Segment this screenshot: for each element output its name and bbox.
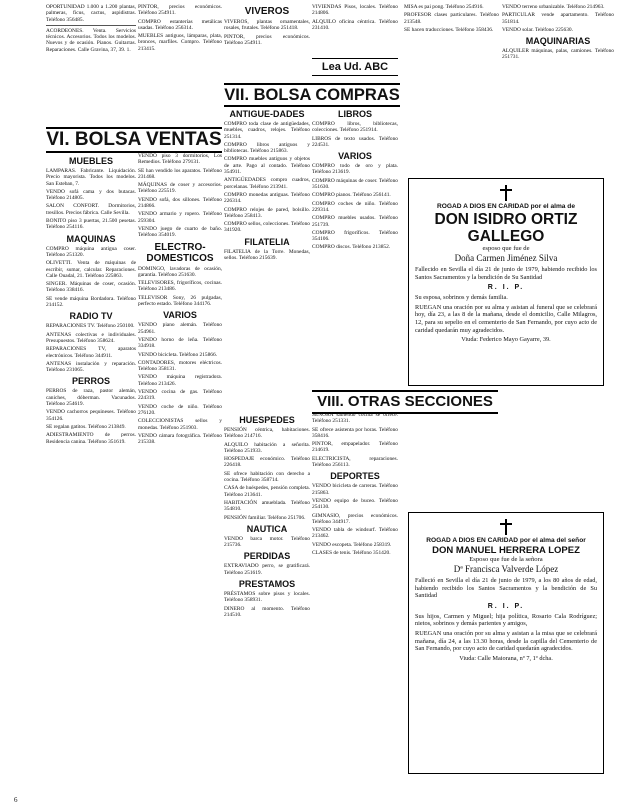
cross-icon	[499, 185, 513, 201]
classified-ad: MÁQUINAS de coser y accesorios. Teléfono 225519.	[138, 182, 222, 195]
classified-ad: PERROS de raza, pastor alemán, caniches, dóberman. Vacunados. Teléfono 254619.	[46, 388, 136, 408]
subhead-maquinarias: MAQUINARIAS	[525, 36, 591, 47]
section-bolsa-compras: VII. BOLSA COMPRAS	[224, 83, 400, 107]
classified-ad: ADIESTRAMIENTO de perros. Residencia canina. Teléfono 351619.	[46, 432, 136, 445]
classified-ad: PRÉSTAMOS sobre pisos y locales. Teléfono 358931.	[224, 591, 310, 604]
classified-ad: VENDO piano alemán. Teléfono 254961.	[138, 322, 222, 335]
subhead-perros: PERROS	[71, 376, 110, 387]
classified-ad: BONITO piso 3 puertas, 21.500 pesetas. Teléfono 254116.	[46, 218, 136, 231]
classified-ad: VENDO bicicleta de carreras. Teléfono 215863.	[312, 483, 398, 496]
classified-ad: VENDO solar. Teléfono 225630.	[502, 26, 573, 33]
classified-ad: FILATELIA de la Torre. Monedas, sellos. Teléfono 215639.	[224, 248, 310, 262]
subhead-electrodomesticos: ELECTRO-DOMESTICOS	[146, 241, 214, 264]
obituary-family: Sus hijos, Carmen y Miguel; hija política, Rosario Cala Rodríguez; nietos, sobrinos y demás parientes y amigos,	[415, 612, 597, 628]
column-4-top	[312, 4, 398, 56]
classified-ad: COMPRO toda clase de antigüedades, muebles, cuadros, relojes. Teléfono 251314.	[224, 121, 310, 140]
obituary-heading: ROGAD A DIOS EN CARIDAD por el alma de	[437, 203, 575, 210]
classified-ad: VIVEROS, plantas ornamentales, rosales, frutales. Teléfono 251418.	[224, 19, 310, 32]
obituary-manuel-herrera	[408, 512, 604, 774]
classified-ad: ALQUILO habitación a señorita. Teléfono 251933.	[224, 441, 310, 454]
classified-ad: CLASES de tenis. Teléfono 351420.	[312, 550, 391, 557]
classified-ad: COMPRO sellos, colecciones. Teléfono 341920.	[224, 221, 310, 234]
classified-ad: COMPRO muebles antiguos y objetos de arte. Pago al contado. Teléfono 354911.	[224, 156, 310, 176]
classified-ad: COMPRO libros, bibliotecas, colecciones. Teléfono 251914.	[312, 121, 398, 134]
section-bolsa-ventas: VI. BOLSA VENTAS	[46, 127, 222, 153]
classified-ad: REPARACIONES TV. Teléfono 250100.	[46, 323, 135, 330]
section-otras-secciones: VIII. OTRAS SECCIONES	[312, 390, 498, 414]
classified-ad: SE vende máquina Bordadora. Teléfono 214152.	[46, 295, 136, 309]
subhead-varios-compras: VARIOS	[338, 151, 372, 162]
obituary-rip: R. I. P.	[487, 284, 525, 292]
subhead-perdidas: PERDIDAS	[243, 551, 291, 562]
classified-ad: SE hacen traducciones. Teléfono 358436.	[404, 26, 494, 33]
column-4-middle	[312, 106, 398, 388]
obituary-spouse-intro: esposo que fue de	[482, 245, 530, 252]
classified-ad: MISA es pai pong. Teléfono 254916.	[404, 4, 484, 10]
classified-ad: MUEBLES antiguos, lámparas, plata, bronces, marfiles. Compro. Teléfono 213415.	[138, 33, 222, 52]
classified-ad: REPARACIONES TV, aparatos electrónicos. Teléfono 344911.	[46, 346, 136, 359]
obituary-body: Fallecido en Sevilla el día 21 de junio de 1979, habiendo recibido los Santos Sacramentos y la bendición de Su Santidad	[415, 266, 597, 281]
column-4-bottom	[312, 412, 398, 792]
classified-ad: TELEVISOR Sony, 26 pulgadas, perfecto estado. Teléfono 344176.	[138, 294, 222, 308]
obituary-request: RUEGAN una oración por su alma y asistan a la misa que se celebrará mañana, día 24, a las 13.30 horas, desde la capilla del Cementerio de San Fernando, por cuyo acto de caridad quedarán agradecidos.	[415, 629, 597, 653]
subhead-antiguedades: ANTIGUE-DADES	[229, 109, 305, 119]
classified-ad: TELEVISORES, frigoríficos, cocinas. Teléfono 213486.	[138, 280, 222, 293]
classified-ad: COLECCIONISTAS sellos y monedas. Teléfono 251903.	[138, 418, 222, 431]
classified-ad: COMPRO monedas antiguas. Teléfono 226314.	[224, 191, 310, 205]
classified-ad: ANTIGÜEDADES compro cuadros, porcelanas. Teléfono 213941.	[224, 177, 310, 190]
classified-ad: COMPRO discos. Teléfono 213852.	[312, 244, 391, 251]
classified-ad: GIMNASIO, precios económicos. Teléfono 344917.	[312, 512, 398, 525]
classified-ad: VENDO cámara fotográfica. Teléfono 215338.	[138, 432, 222, 446]
classified-ad: VENDO barca motor. Teléfono 215736.	[224, 535, 310, 549]
classified-ad: VENDO armario y ropero. Teléfono 259304.	[138, 211, 222, 224]
classified-ad: SE regalan gatitos. Teléfono 213849.	[46, 423, 126, 430]
obituary-rip: R. I. P.	[487, 602, 525, 610]
classified-ad: VENDO equipo de buceo. Teléfono 254130.	[312, 497, 398, 511]
classified-ad: VENDO piso 3 dormitorios, Los Remedios. Teléfono 279131.	[138, 153, 222, 166]
classified-ad: VENDO máquina registradora. Teléfono 213426.	[138, 374, 222, 387]
obituary-family: Su esposa, sobrinos y demás familia.	[415, 294, 508, 302]
column-2	[138, 153, 222, 793]
classified-ad: SE ofrece asistenta por horas. Teléfono 358416.	[312, 426, 398, 439]
classified-ad: VENDO juego de cuarto de baño. Teléfono 354019.	[138, 225, 222, 239]
classified-ad: COMPRO estanterías metálicas usadas. Teléfono 256314.	[138, 18, 222, 31]
classified-ad: PROFESOR clases particulares. Teléfono 213548.	[404, 12, 499, 25]
obituary-isidro-ortiz	[408, 178, 604, 386]
classified-ad: VENDO bicicleta. Teléfono 215866.	[138, 351, 218, 358]
classified-ad: LIBROS de texto usados. Teléfono 224531.	[312, 135, 398, 148]
classified-ad: VENDO horno de leña. Teléfono 334918.	[138, 336, 222, 350]
column-2-top	[138, 4, 222, 126]
classified-ad: SEÑORA sabiendo cocina se ofrece. Teléfono 251331.	[312, 412, 398, 425]
subhead-radio-tv: RADIO TV	[69, 311, 113, 322]
classified-ad: HOSPEDAJE económico. Teléfono 226418.	[224, 456, 310, 469]
classified-ad: OPORTUNIDAD 1.000 a 1.200 plantas, palmeras, ficus, cactus, aspidistras. Teléfono 356485.	[46, 4, 136, 23]
classified-ad: VENDO coche de niño. Teléfono 276120.	[138, 403, 222, 416]
classified-ad: DOMINGO, lavadoras de ocasión, garantía. Teléfono 251630.	[138, 265, 222, 278]
subhead-muebles: MUEBLES	[68, 156, 113, 166]
classified-ad: PINTOR, precios económicos. Teléfono 254911.	[138, 4, 222, 17]
page-number: 6	[14, 796, 18, 804]
classified-ad: DINERO al momento. Teléfono 214510.	[224, 605, 310, 618]
classified-ad: HABITACIÓN amueblada. Teléfono 354810.	[224, 499, 310, 513]
classified-ad: COMPRO frigoríficos. Teléfono 354106.	[312, 229, 398, 243]
classified-ad: CASA de huéspedes, pensión completa. Teléfono 213641.	[224, 485, 310, 498]
classified-ad: SE han vendido los aparatos. Teléfono 231468.	[138, 167, 222, 180]
classified-ad: SINGER. Máquinas de coser, ocasión. Teléfono 338416.	[46, 281, 136, 294]
column-1-top	[46, 4, 136, 126]
classified-ad: EXTRAVIADO perro, se gratificará. Teléfono 251619.	[224, 563, 310, 576]
obituary-spouse: Dª Francisca Valverde López	[453, 564, 559, 574]
classified-ad: CONTADORES, motores eléctricos. Teléfono 358131.	[138, 359, 222, 373]
classified-ad: ANTENAS instalación y reparación. Teléfono 231065.	[46, 360, 136, 374]
classified-ad: SALON CONFORT. Dormitorios, tresillos. Precios fábrica. Calle Sevilla.	[46, 203, 136, 216]
classified-ad: PINTOR, empapelador. Teléfono 214619.	[312, 441, 398, 454]
classified-ad: COMPRO máquinas de coser. Teléfono 351630.	[312, 177, 398, 191]
subhead-prestamos: PRESTAMOS	[238, 579, 296, 590]
classified-ad: VENDO escopeta. Teléfono 258319.	[312, 541, 392, 548]
obituary-address: Viuda: Calle Maiorana, nº 7, 1º dcha.	[459, 654, 553, 662]
classified-ad: COMPRO todo de oro y plata. Teléfono 213619.	[312, 163, 398, 176]
classified-ad: ALQUILO oficina céntrica. Teléfono 231410.	[312, 18, 398, 31]
obituary-address: Viuda: Federico Mayo Gayarre, 39.	[461, 336, 551, 344]
obituary-spouse: Doña Carmen Jiménez Silva	[454, 253, 558, 263]
subhead-maquinas: MAQUINAS	[66, 233, 116, 244]
classified-ad: ACORDEONES. Venta. Servicios técnicos. Accesorios. Todos los modelos. Nuevos y de ocasión. Pianos. Guitarras. Reparaciones. Calle Gravina, 37, 39. 1.	[46, 27, 136, 53]
column-3-middle	[224, 106, 310, 388]
subhead-huespedes: HUESPEDES	[239, 415, 295, 425]
classified-ad: ELECTRICISTA, reparaciones. Teléfono 256113.	[312, 455, 398, 469]
classified-ad: ALQUILER máquinas, palas, camiones. Teléfono 251731.	[502, 48, 614, 61]
column-1	[46, 153, 136, 793]
obituary-spouse-intro: Esposo que fue de la señora	[469, 556, 543, 563]
obituary-name: DON MANUEL HERRERA LOPEZ	[432, 545, 580, 556]
classified-ad: VENDO cachorros pequineses. Teléfono 354126.	[46, 409, 136, 422]
classified-ad: VENDO terreno urbanizable. Teléfono 214963.	[502, 4, 605, 10]
subhead-deportes: DEPORTES	[330, 471, 380, 482]
subhead-filatelia: FILATELIA	[244, 236, 290, 247]
obituary-heading: ROGAD A DIOS EN CARIDAD por el alma del señor	[426, 537, 586, 544]
classified-ad: SE ofrece habitación con derecho a cocina. Teléfono 358714.	[224, 470, 310, 484]
classified-ad: COMPRO libros antiguos y bibliotecas. Teléfono 215863.	[224, 141, 310, 155]
classified-ad: LAMPARAS. Fabricante. Liquidación. Precio mayorista. Todos los modelos. San Esteban, 7.	[46, 168, 136, 187]
classified-ad: VENDO cocina de gas. Teléfono 224319.	[138, 389, 222, 402]
column-5-top	[404, 4, 499, 144]
classified-ad: OLIVETTI. Venta de máquinas de escribir, sumar, calcular. Reparaciones. Calle Ouadal, 21. Teléfono 225863.	[46, 260, 136, 279]
subhead-nautica: NAUTICA	[246, 523, 288, 534]
subhead-viveros: VIVEROS	[244, 6, 290, 17]
column-3-top	[224, 4, 310, 82]
cross-icon	[499, 519, 513, 535]
classified-ad: PARTICULAR vende apartamento. Teléfono 351814.	[502, 12, 614, 25]
classified-ad: VENDO sofá cama y dos butacas. Teléfono 214805.	[46, 188, 136, 202]
classified-ad: ANTENAS colectivas e individuales. Presupuestos. Teléfono 358624.	[46, 331, 136, 344]
subhead-libros: LIBROS	[337, 109, 372, 119]
classified-ad: PINTOR, precios económicos. Teléfono 254911.	[224, 33, 310, 46]
classified-ad: COMPRO coches de niño. Teléfono 229314.	[312, 200, 398, 213]
classified-ad: COMPRO muebles usados. Teléfono 251739.	[312, 215, 398, 228]
lea-abc-banner: Lea Ud. ABC	[312, 58, 398, 76]
column-3-bottom	[224, 412, 310, 792]
column-6-top	[502, 4, 614, 144]
classified-ad: PENSIÓN familiar. Teléfono 251706.	[224, 514, 306, 521]
obituary-name: DON ISIDRO ORTIZ GALLEGO	[434, 211, 578, 245]
obituary-request: RUEGAN una oración por su alma y asistan al funeral que se celebrará hoy, día 23, a las 8 de la mañana, desde el domicilio, Calle Milagros, 12, para su sepelio en el cementerio de San Fernando, por cuyo acto de caridad quedarán muy agradecidos.	[415, 303, 597, 334]
classified-ad: VIVIENDAS Pisos, locales. Teléfono 214806.	[312, 4, 398, 17]
classified-ad: PENSIÓN céntrica, habitaciones. Teléfono 214716.	[224, 427, 310, 440]
classified-ad: VENDO sofá, dos sillones. Teléfono 214866.	[138, 196, 222, 210]
classified-ad: COMPRO pianos. Teléfono 256141.	[312, 192, 391, 199]
subhead-varios: VARIOS	[163, 310, 197, 321]
obituary-body: Falleció en Sevilla el día 21 de junio de 1979, a los 80 años de edad, habiendo recibido los Santos Sacramentos y la bendición de Su Santidad	[415, 577, 597, 600]
classified-ad: COMPRO relojes de pared, bolsillo. Teléfono 258413.	[224, 206, 310, 219]
classified-ad: COMPRO máquina antigua coser. Teléfono 251320.	[46, 245, 136, 258]
classified-ad: VENDO tabla de windsurf. Teléfono 213462.	[312, 527, 398, 540]
